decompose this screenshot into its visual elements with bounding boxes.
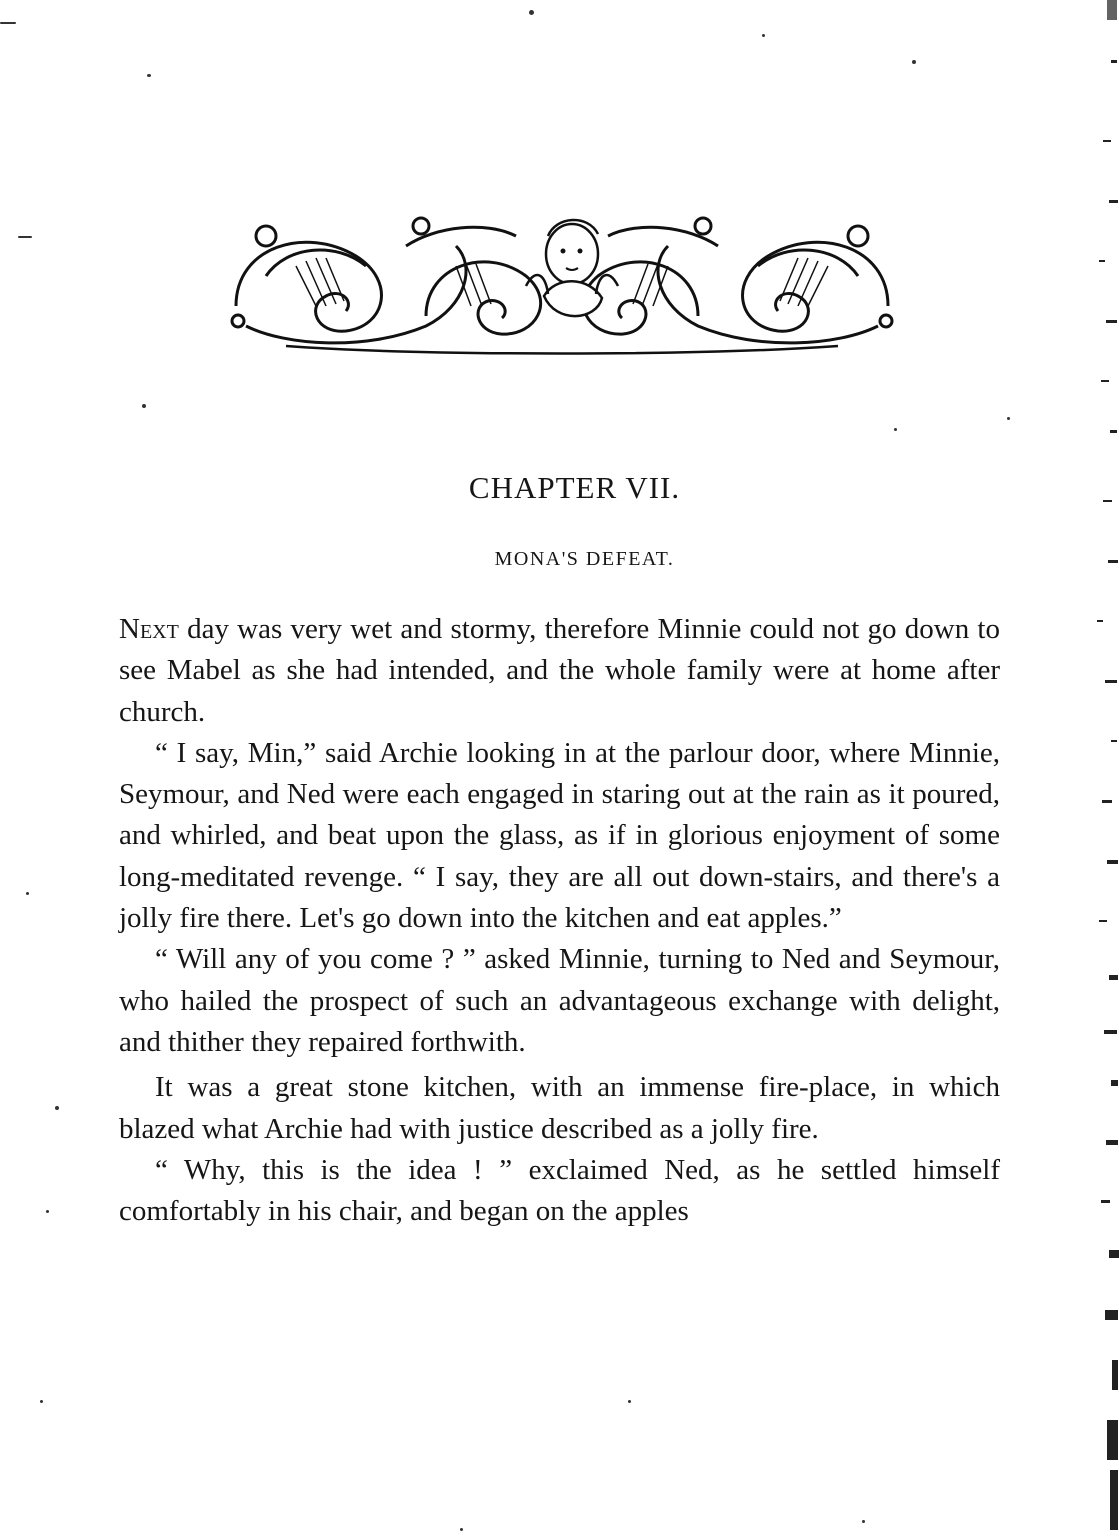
paragraph: “ Will any of you come ? ” asked Minnie, turning to Ned and Seymour, who hailed the prospect of such an advantageous exchange with delight, and thither they repaired forthwith. [119, 943, 1000, 1058]
scan-speck [147, 74, 151, 77]
paragraph: “ I say, Min,” said Archie looking in at the parlour door, where Minnie, Seymour, and Ned were each engaged in staring out at the rain as it poured, and whirled, and beat upon the glass, as if in glorious enjoyment of some long-meditated revenge. “ I say, they are all out down-stairs, and there's a jolly fire there. Let's go down into the kitchen and eat apples.” [119, 736, 1000, 935]
paragraph-text: day was very wet and stormy, therefore Minnie could not go down to see Mabel as she had intended, and the whole family were at home after church. [119, 613, 1000, 728]
scan-speck [26, 892, 29, 895]
paragraph [119, 609, 1000, 733]
paragraph: “ Why, this is the idea ! ” exclaimed Ned, as he settled himself comfortably in his chair, and began on the apples [119, 1153, 1000, 1228]
cherub-scroll-headpiece-icon [226, 206, 898, 356]
scan-speck [628, 1400, 631, 1403]
paragraph-lead-word: Next [119, 613, 179, 645]
scan-speck [40, 1400, 43, 1403]
scan-speck [1007, 417, 1010, 420]
scan-speck [460, 1528, 463, 1531]
chapter-subtitle: MONA'S DEFEAT. [494, 548, 675, 570]
scan-speck [18, 236, 32, 238]
scan-speck [894, 428, 897, 431]
scan-speck [912, 60, 916, 64]
scan-speck [0, 22, 16, 24]
scan-speck [46, 1210, 49, 1213]
scan-edge-noise [1059, 0, 1119, 1537]
scan-speck [762, 34, 765, 37]
scan-speck [529, 10, 534, 15]
scan-speck [55, 1106, 59, 1110]
paragraph: It was a great stone kitchen, with an immense fire-place, in which blazed what Archie had with justice described as a jolly fire. [119, 1071, 1000, 1145]
chapter-title: CHAPTER VII. [468, 470, 681, 505]
scan-speck [862, 1520, 865, 1523]
scan-speck [142, 404, 146, 408]
chapter-body [119, 609, 1000, 1232]
